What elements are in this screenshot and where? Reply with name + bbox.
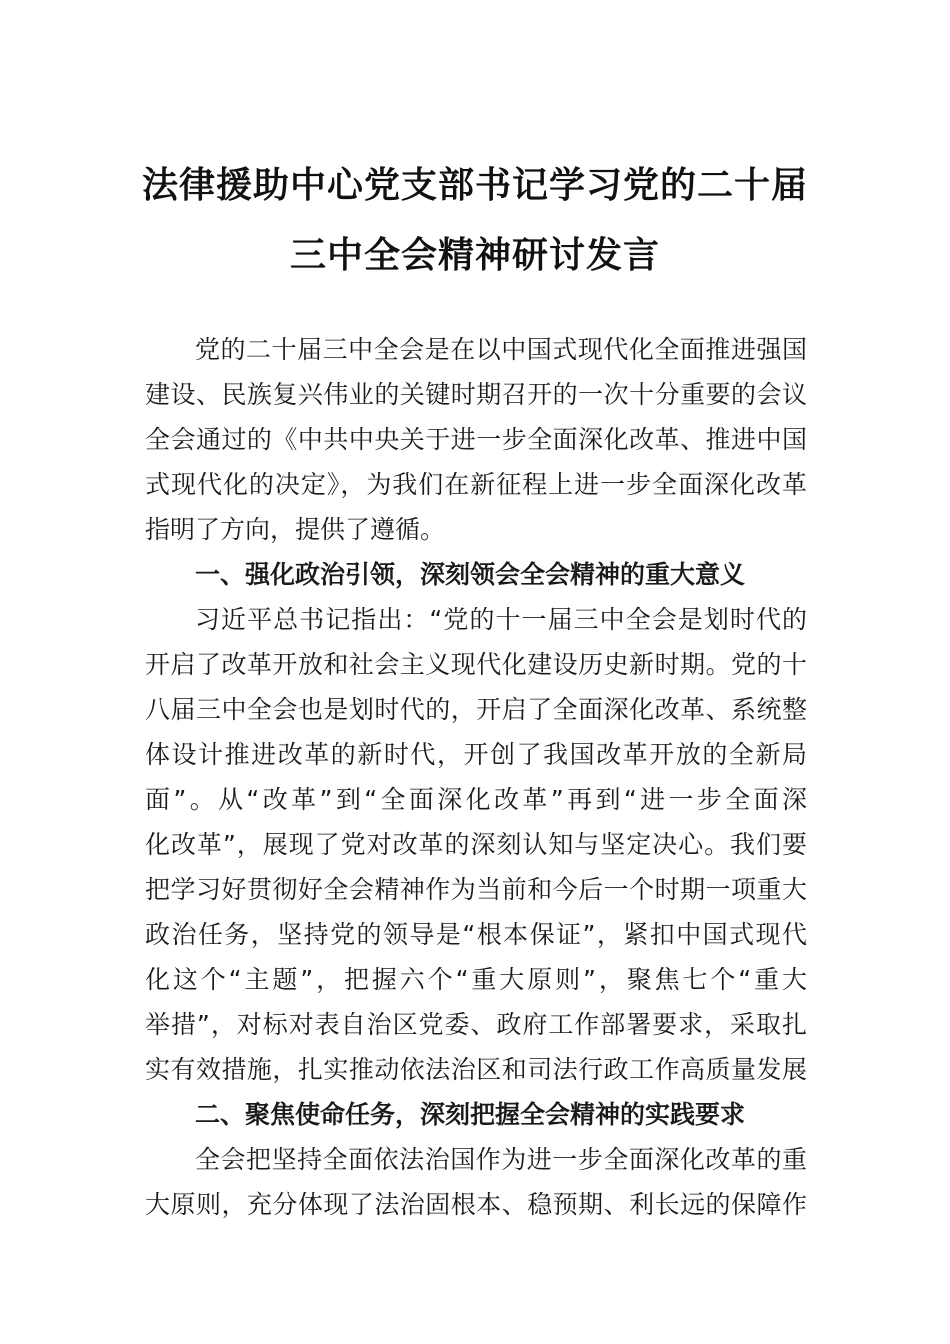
document-title-line-1: 法律援助中心党支部书记学习党的二十届	[141, 164, 808, 206]
paragraph-line: 体设计推进改革的新时代，开创了我国改革开放的全新局	[145, 740, 807, 769]
paragraph-line: 把学习好贯彻好全会精神作为当前和今后一个时期一项重大	[145, 875, 807, 904]
paragraph-line: 式现代化的决定》，为我们在新征程上进一步全面深化改革	[145, 470, 807, 499]
paragraph-line: 习近平总书记指出：“党的十一届三中全会是划时代的	[195, 605, 807, 634]
paragraph-line: 政治任务，坚持党的领导是“根本保证”，紧扣中国式现代	[145, 920, 807, 949]
paragraph-line: 全会通过的《中共中央关于进一步全面深化改革、推进中国	[145, 425, 807, 454]
document-title-line-2: 三中全会精神研讨发言	[289, 234, 660, 276]
paragraph-line: 化改革”，展现了党对改革的深刻认知与坚定决心。我们要	[145, 830, 807, 859]
paragraph-line: 面”。从“改革”到“全面深化改革”再到“进一步全面深	[145, 785, 807, 814]
paragraph-line: 党的二十届三中全会是在以中国式现代化全面推进强国	[195, 335, 807, 364]
section-heading-2: 二、聚焦使命任务，深刻把握全会精神的实践要求	[195, 1100, 746, 1129]
paragraph-line: 建设、民族复兴伟业的关键时期召开的一次十分重要的会议	[145, 380, 807, 409]
paragraph-line: 举措”，对标对表自治区党委、政府工作部署要求，采取扎	[145, 1010, 807, 1039]
paragraph-line: 实有效措施，扎实推动依法治区和司法行政工作高质量发展	[145, 1055, 807, 1084]
paragraph-line: 大原则，充分体现了法治固根本、稳预期、利长远的保障作	[145, 1190, 807, 1219]
paragraph-line: 八届三中全会也是划时代的，开启了全面深化改革、系统整	[145, 695, 807, 724]
paragraph-line: 指明了方向，提供了遵循。	[145, 515, 446, 544]
paragraph-line: 开启了改革开放和社会主义现代化建设历史新时期。党的十	[145, 650, 807, 679]
section-heading-1: 一、强化政治引领，深刻领会全会精神的重大意义	[195, 560, 746, 589]
paragraph-line: 化这个“主题”，把握六个“重大原则”，聚焦七个“重大	[145, 965, 807, 994]
paragraph-line: 全会把坚持全面依法治国作为进一步全面深化改革的重	[195, 1145, 807, 1174]
